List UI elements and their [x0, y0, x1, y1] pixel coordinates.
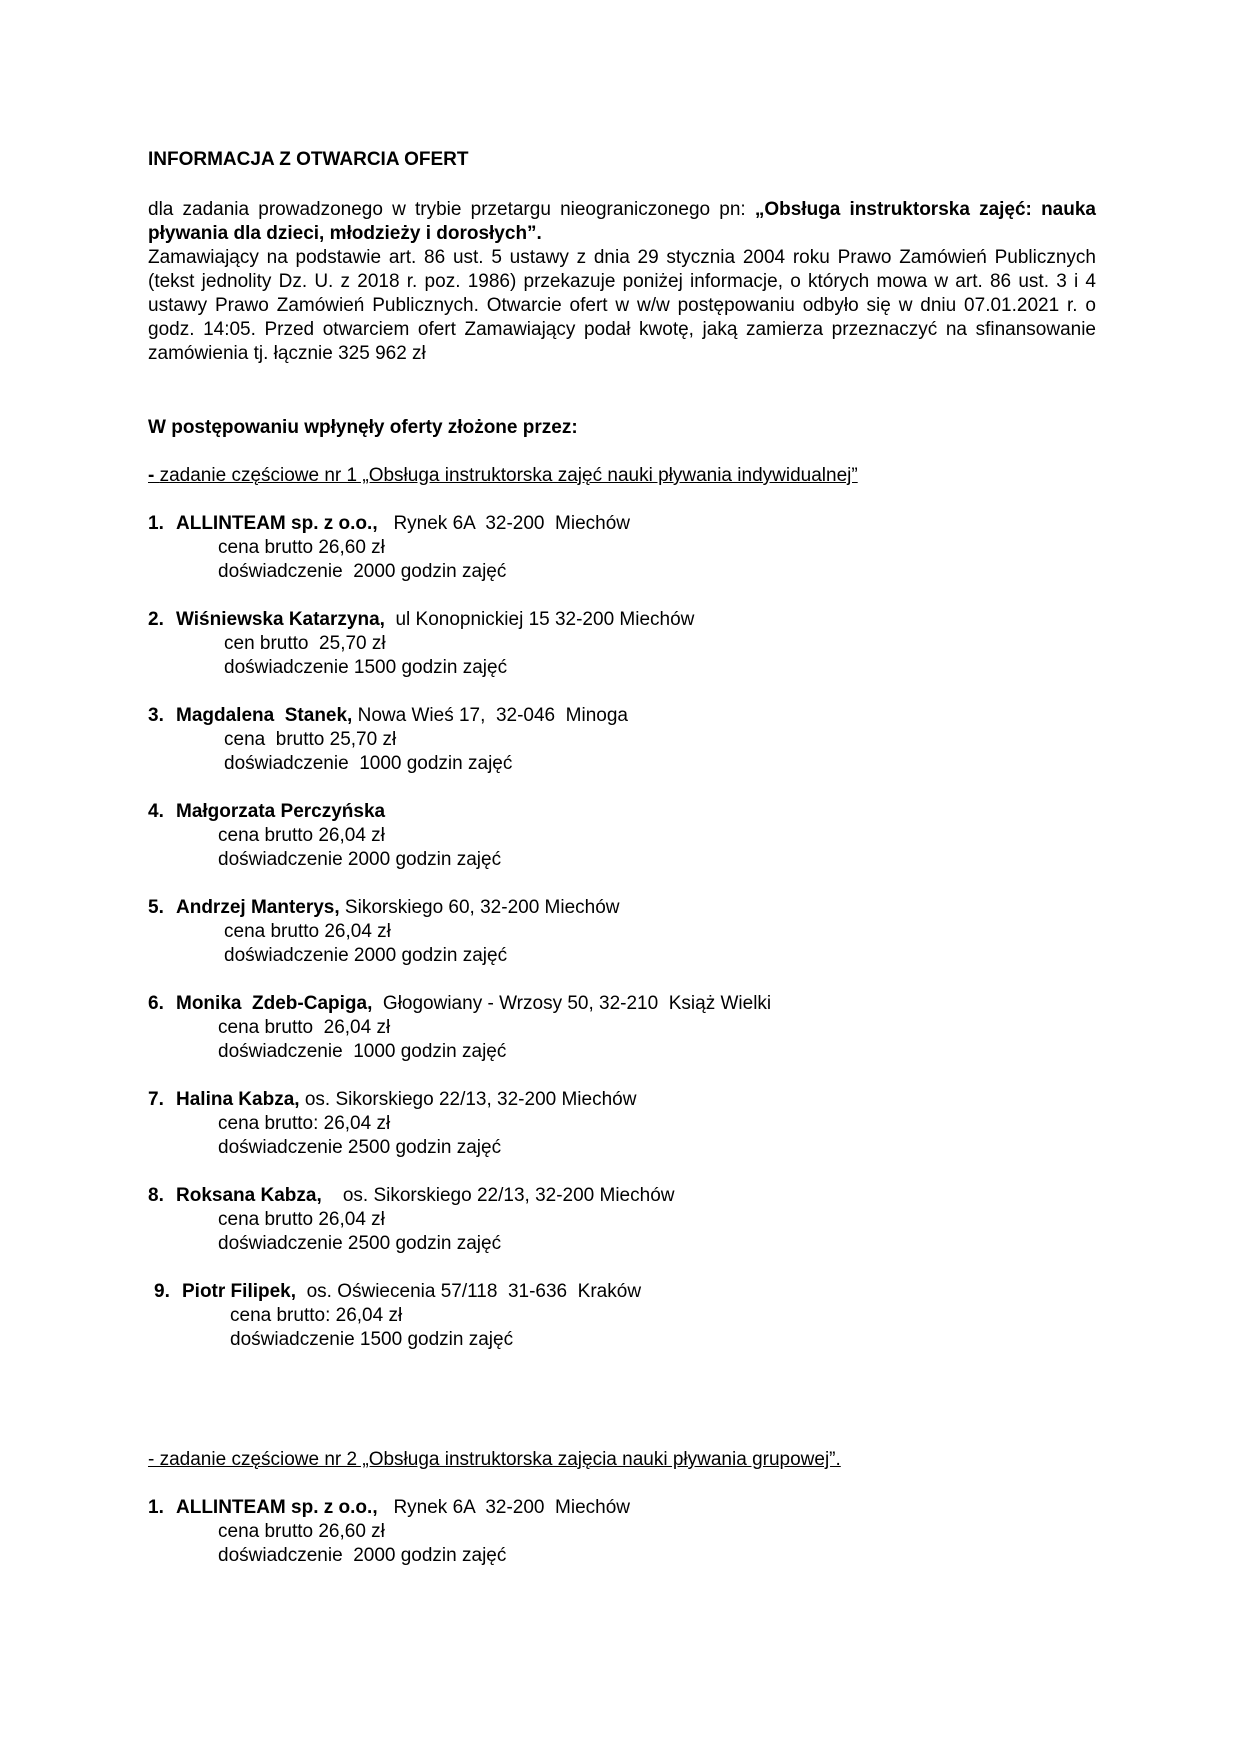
offer-name: Roksana Kabza, [176, 1185, 322, 1206]
offers-subheading: W postępowaniu wpłynęły oferty złożone przez: [148, 417, 578, 438]
offer-number: 1. [148, 1497, 164, 1518]
offer-experience: doświadczenie 1000 godzin zajęć [218, 1041, 507, 1062]
intro-body: Zamawiający na podstawie art. 86 ust. 5 ustawy z dnia 29 stycznia 2004 roku Prawo Zamówień Publicznych (tekst jednolity Dz. U. z 2018 r. poz. 1986) przekazuje poniżej informacje, o których mowa w art. 86 ust. 3 i 4 ustawy Prawo Zamówień Publicznych. Otwarcie ofert w w/w postępowaniu odbyło się w dniu 07.01.2021 r. o godz. 14:05. Przed otwarciem ofert Zamawiający podał kwotę, jaką zamierza przeznaczyć na sfinansowanie zamówienia tj. łącznie 325 962 zł [148, 247, 1096, 364]
offer-name: Andrzej Manterys, [176, 897, 340, 918]
offer-experience: doświadczenie 2000 godzin zajęć [218, 561, 507, 582]
offer-price: cena brutto 26,60 zł [218, 537, 385, 558]
offer-name: Małgorzata Perczyńska [176, 801, 386, 822]
offer-experience: doświadczenie 1500 godzin zajęć [230, 1329, 514, 1350]
offer-price: cena brutto 26,04 zł [218, 1017, 391, 1038]
task-1-heading [148, 464, 858, 488]
intro-paragraph [148, 198, 1096, 366]
offer-experience: doświadczenie 2000 godzin zajęć [224, 945, 508, 966]
offer-experience: doświadczenie 2000 godzin zajęć [218, 849, 502, 870]
offer-name: ALLINTEAM sp. z o.o., [176, 1497, 378, 1518]
offer-address: os. Oświecenia 57/118 31-636 Kraków [296, 1281, 642, 1302]
offer-address: os. Sikorskiego 22/13, 32-200 Miechów [321, 1185, 675, 1206]
offer-price: cena brutto 26,04 zł [224, 921, 391, 942]
intro-lead: dla zadania prowadzonego w trybie przetargu nieograniczonego pn: [148, 199, 755, 220]
offer-price: cen brutto 25,70 zł [224, 633, 386, 654]
task-1-label: zadanie częściowe nr 1 „Obsługa instruktorska zajęć nauki pływania indywidualnej” [159, 465, 858, 486]
offer-address: os. Sikorskiego 22/13, 32-200 Miechów [299, 1089, 637, 1110]
offer-address: Rynek 6A 32-200 Miechów [377, 513, 631, 534]
offer-number: 4. [148, 801, 164, 822]
offer-item [148, 1184, 674, 1256]
offer-experience: doświadczenie 2500 godzin zajęć [218, 1233, 502, 1254]
offer-name: Wiśniewska Katarzyna, [176, 609, 385, 630]
offer-experience: doświadczenie 2000 godzin zajęć [218, 1545, 507, 1566]
offer-number: 9. [154, 1281, 170, 1302]
offer-experience: doświadczenie 1000 godzin zajęć [224, 753, 513, 774]
offer-experience: doświadczenie 2500 godzin zajęć [218, 1137, 502, 1158]
offer-price: cena brutto 26,60 zł [218, 1521, 385, 1542]
offer-item [148, 704, 628, 776]
offer-name: ALLINTEAM sp. z o.o., [176, 513, 378, 534]
offer-name: Magdalena Stanek, [176, 705, 353, 726]
offer-item [148, 608, 694, 680]
offer-price: cena brutto 25,70 zł [224, 729, 397, 750]
offer-number: 2. [148, 609, 164, 630]
offer-item [148, 1088, 636, 1160]
task-1-prefix: - [148, 465, 160, 486]
offer-address: ul Konopnickiej 15 32-200 Miechów [384, 609, 695, 630]
offer-name: Piotr Filipek, [182, 1281, 297, 1302]
document-title: INFORMACJA Z OTWARCIA OFERT [148, 149, 469, 170]
offer-price: cena brutto 26,04 zł [218, 1209, 385, 1230]
offer-address: Sikorskiego 60, 32-200 Miechów [339, 897, 620, 918]
offer-item [148, 512, 630, 584]
offer-number: 7. [148, 1089, 164, 1110]
offer-number: 6. [148, 993, 164, 1014]
offer-item [154, 1280, 641, 1352]
offer-name: Halina Kabza, [176, 1089, 300, 1110]
offer-item [148, 1496, 630, 1568]
offer-address: Głogowiany - Wrzosy 50, 32-210 Książ Wielki [372, 993, 772, 1014]
offer-price: cena brutto: 26,04 zł [230, 1305, 403, 1326]
offer-price: cena brutto: 26,04 zł [218, 1113, 391, 1134]
offer-number: 5. [148, 897, 164, 918]
offer-name: Monika Zdeb-Capiga, [176, 993, 373, 1014]
offer-address: Rynek 6A 32-200 Miechów [377, 1497, 631, 1518]
offer-experience: doświadczenie 1500 godzin zajęć [224, 657, 508, 678]
offer-item [148, 800, 501, 872]
intro-task-name: „Obsługa instruktorska zajęć: nauka pływania dla dzieci, młodzieży i dorosłych”. [148, 199, 1096, 244]
offer-item [148, 992, 771, 1064]
offer-number: 8. [148, 1185, 164, 1206]
task-2-heading: - zadanie częściowe nr 2 „Obsługa instruktorska zajęcia nauki pływania grupowej”. [148, 1449, 841, 1470]
offer-number: 3. [148, 705, 164, 726]
offer-address: Nowa Wieś 17, 32-046 Minoga [352, 705, 628, 726]
offer-item [148, 896, 620, 968]
offer-number: 1. [148, 513, 164, 534]
offer-price: cena brutto 26,04 zł [218, 825, 385, 846]
